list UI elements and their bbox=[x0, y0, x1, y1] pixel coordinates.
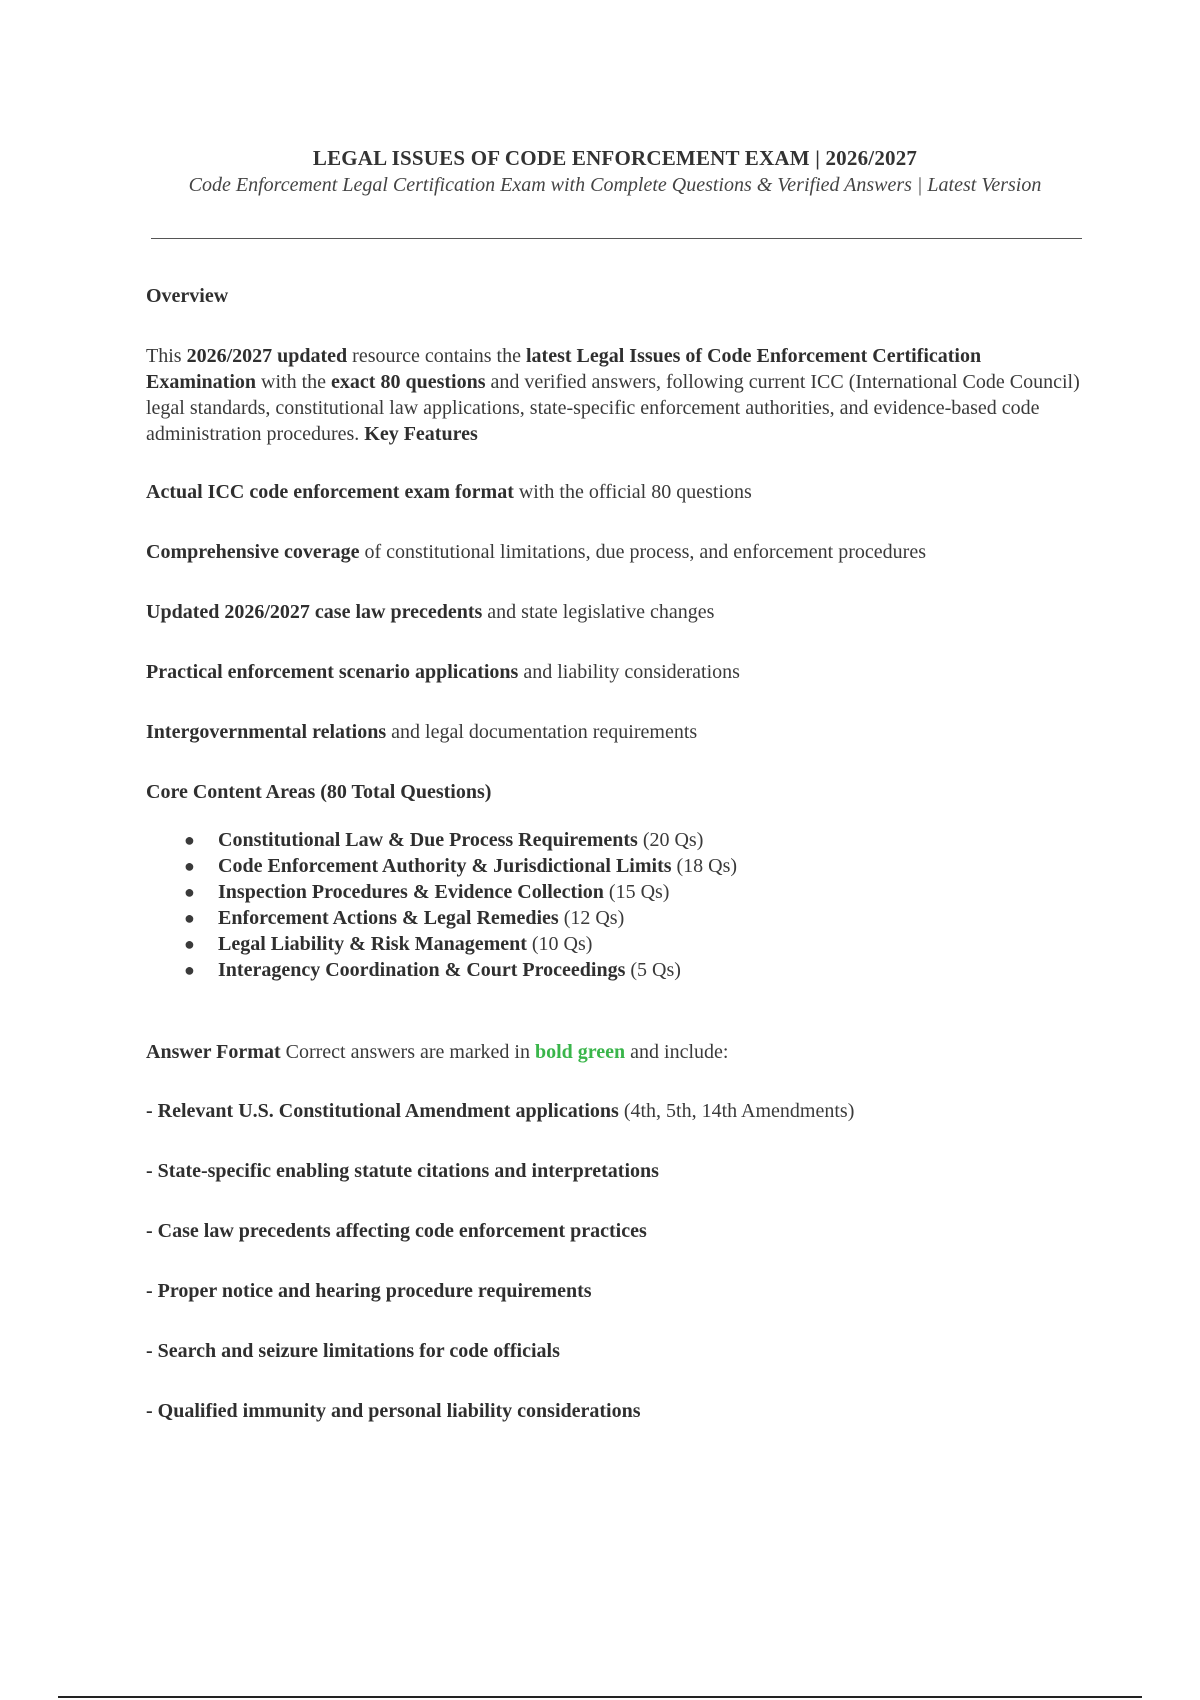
feature-item: Updated 2026/2027 case law precedents and state legislative changes bbox=[146, 601, 715, 623]
bullet-icon: ● bbox=[184, 934, 195, 954]
list-item: ● Constitutional Law & Due Process Requirements (20 Qs) bbox=[184, 829, 704, 851]
list-item: ● Interagency Coordination & Court Proceedings (5 Qs) bbox=[184, 959, 681, 981]
overview-heading: Overview bbox=[146, 285, 229, 307]
bullet-icon: ● bbox=[184, 908, 195, 928]
core-areas-heading: Core Content Areas (80 Total Questions) bbox=[146, 781, 492, 803]
list-item: ● Inspection Procedures & Evidence Collection (15 Qs) bbox=[184, 881, 670, 903]
bullet-icon: ● bbox=[184, 830, 195, 850]
bold-green-text: bold green bbox=[534, 1041, 626, 1063]
document-body bbox=[146, 283, 1086, 1458]
answer-format-paragraph: Answer Format Correct answers are marked in bold green and include: bbox=[146, 1041, 729, 1063]
document-header bbox=[150, 144, 1080, 198]
answer-format-item: - Proper notice and hearing procedure requirements bbox=[146, 1280, 592, 1302]
footer-divider bbox=[58, 1696, 1142, 1698]
feature-item: Intergovernmental relations and legal documentation requirements bbox=[146, 721, 698, 743]
answer-format-item: - Search and seizure limitations for code officials bbox=[146, 1340, 560, 1362]
document-title: LEGAL ISSUES OF CODE ENFORCEMENT EXAM | 2026/2027 bbox=[312, 146, 918, 170]
answer-format-item: - State-specific enabling statute citations and interpretations bbox=[146, 1160, 659, 1182]
feature-item: Practical enforcement scenario applications and liability considerations bbox=[146, 661, 740, 683]
header-divider bbox=[151, 238, 1082, 239]
answer-format-item: - Relevant U.S. Constitutional Amendment applications (4th, 5th, 14th Amendments) bbox=[146, 1100, 855, 1122]
feature-item: Actual ICC code enforcement exam format with the official 80 questions bbox=[146, 481, 752, 503]
bullet-icon: ● bbox=[184, 856, 195, 876]
answer-format-item: - Qualified immunity and personal liability considerations bbox=[146, 1400, 641, 1422]
answer-format-item: - Case law precedents affecting code enforcement practices bbox=[146, 1220, 647, 1242]
bullet-icon: ● bbox=[184, 960, 195, 980]
document-subtitle: Code Enforcement Legal Certification Exam with Complete Questions & Verified Answers | Latest Version bbox=[188, 174, 1042, 196]
feature-item: Comprehensive coverage of constitutional limitations, due process, and enforcement procedures bbox=[146, 541, 926, 563]
list-item: ● Enforcement Actions & Legal Remedies (12 Qs) bbox=[184, 907, 625, 929]
core-areas-list bbox=[146, 827, 1086, 983]
list-item: ● Legal Liability & Risk Management (10 Qs) bbox=[184, 933, 593, 955]
overview-paragraph: This 2026/2027 updated resource contains the latest Legal Issues of Code Enforcement Certification Examination with the exact 80 questions and verified answers, following current ICC (International Code Council) legal standards, constitutional law applications, state-specific enforcement authorities, and evidence-based code administration procedures. Key Features bbox=[146, 345, 1080, 445]
list-item: ● Code Enforcement Authority & Jurisdictional Limits (18 Qs) bbox=[184, 855, 738, 877]
bullet-icon: ● bbox=[184, 882, 195, 902]
